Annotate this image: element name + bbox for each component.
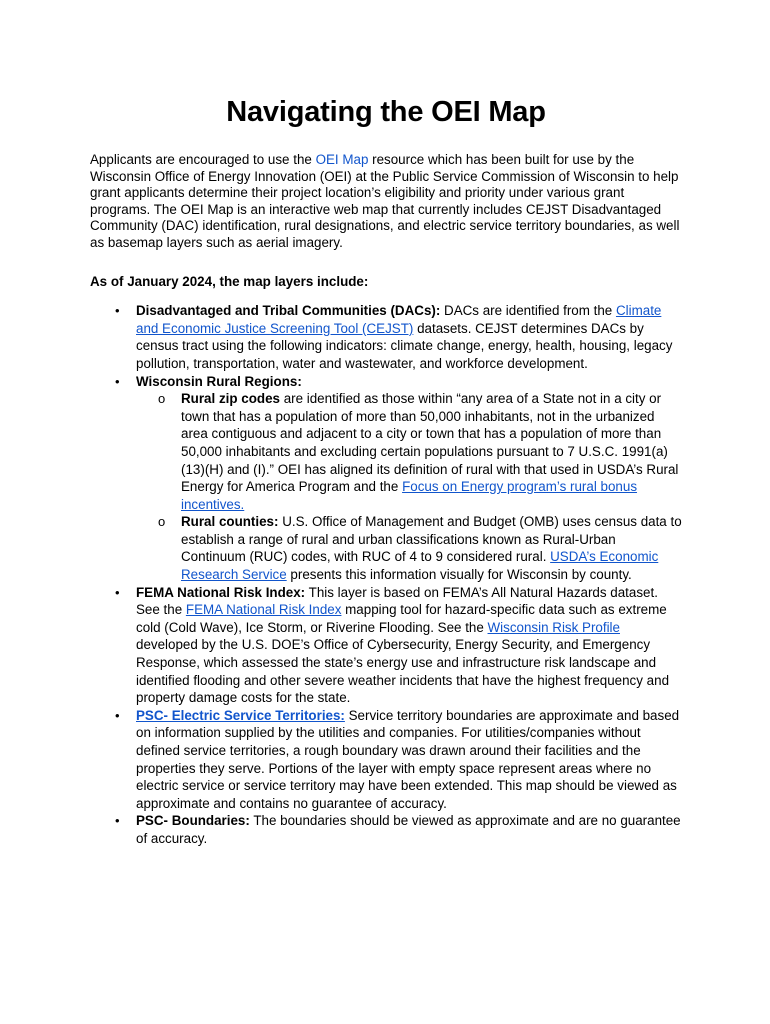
- bullet-icon: •: [115, 373, 120, 389]
- page-title: Navigating the OEI Map: [226, 96, 546, 128]
- zip-label: Rural zip codes: [181, 391, 280, 407]
- cejst-link[interactable]: Climate and Economic Justice Screening Tool (CEJST): [136, 303, 662, 336]
- list-item-psc-boundaries: [90, 812, 682, 847]
- intro-paragraph: [90, 152, 682, 252]
- circle-bullet-icon: o: [158, 391, 166, 407]
- bullet-icon: •: [115, 584, 120, 600]
- fema-text-2: mapping tool for hazard-specific data such as extreme cold (Cold Wave), Ice Storm, or Riverine Flooding. See the: [136, 602, 667, 635]
- bullet-icon: •: [115, 303, 120, 319]
- oei-map-link[interactable]: OEI Map: [315, 152, 369, 167]
- psc-territories-text: Service territory boundaries are approximate and based on information supplied by the utilities and companies. For utilities/companies without defined service territories, a rough boundary was drawn around their facilities and the properties they serve. Portions of the layer with empty space represent areas where no electric service or service territory may have been extended. This map should be viewed as approximate and contains no guarantee of accuracy.: [136, 707, 680, 811]
- sublist-item-zip: [136, 390, 682, 513]
- fema-text-1: This layer is based on FEMA’s All Natural Hazards dataset. See the: [136, 584, 658, 618]
- counties-text-1: U.S. Office of Management and Budget (OMB) uses census data to establish a range of rural and urban classifications known as Rural-Urban Continuum (RUC) codes, with RUC of 4 to 9 considered rural.: [181, 514, 682, 565]
- list-item-psc-territories: [90, 707, 682, 813]
- layers-list: [90, 302, 682, 847]
- layers-subheading: As of January 2024, the map layers include:: [90, 273, 369, 289]
- fema-text-3: developed by the U.S. DOE’s Office of Cybersecurity, Energy Security, and Emergency Response, which assessed the state’s energy use and infrastructure risk landscape and identified flooding and other severe weather incidents that have the highest frequency and property damage costs for the state.: [136, 637, 670, 706]
- zip-text: are identified as those within “any area of a State not in a city or town that has a population of more than 50,000 inhabitants, not in the urbanized area contiguous and adjacent to a city or town that has a population of more than 50,000 inhabitants and excluding certain populations pursuant to 7 U.S.C. 1991(a)(13)(H) and (I).” OEI has aligned its definition of rural with that used in USDA’s Rural Energy for America Program and the: [181, 391, 679, 495]
- list-item-rural: [90, 373, 682, 584]
- sublist-item-counties: [136, 513, 682, 583]
- psc-boundaries-label: PSC- Boundaries:: [136, 813, 250, 829]
- wisconsin-risk-profile-link[interactable]: Wisconsin Risk Profile: [487, 619, 620, 635]
- counties-label: Rural counties:: [181, 514, 279, 530]
- dac-text-1: DACs are identified from the: [440, 303, 616, 319]
- bullet-icon: •: [115, 813, 120, 829]
- intro-text-1: Applicants are encouraged to use the: [90, 152, 316, 167]
- bullet-icon: •: [115, 707, 120, 723]
- document-page: [90, 92, 682, 848]
- intro-text-2: resource which has been built for use by the Wisconsin Office of Energy Innovation (OEI) at the Public Service Commission of Wisconsin to help grant applicants determine their project location’s eligibility and priority under various grant programs. The OEI Map is an interactive web map that currently includes CEJST Disadvantaged Community (DAC) identification, rural designations, and electric service territory boundaries, as well as basemap layers such as aerial imagery.: [90, 152, 680, 250]
- dac-label: Disadvantaged and Tribal Communities (DACs):: [136, 303, 441, 319]
- list-item-dac: [90, 302, 682, 372]
- fema-label: FEMA National Risk Index:: [136, 584, 306, 600]
- rural-label: Wisconsin Rural Regions:: [136, 373, 302, 389]
- rural-sublist: [136, 390, 682, 584]
- circle-bullet-icon: o: [158, 514, 166, 530]
- usda-ers-link[interactable]: USDA’s Economic Research Service: [181, 549, 659, 583]
- psc-territories-link[interactable]: PSC- Electric Service Territories:: [136, 707, 345, 723]
- list-item-fema: [90, 584, 682, 707]
- dac-text-2: datasets. CEJST determines DACs by census tract using the following indicators: climate change, energy, health, housing, legacy pollution, transportation, water and wastewater, and workforce development.: [136, 320, 673, 371]
- fema-nri-link[interactable]: FEMA National Risk Index: [185, 602, 342, 618]
- counties-text-2: presents this information visually for Wisconsin by county.: [286, 567, 632, 583]
- focus-on-energy-link[interactable]: Focus on Energy program’s rural bonus incentives.: [181, 479, 638, 512]
- psc-boundaries-text: The boundaries should be viewed as approximate and are no guarantee of accuracy.: [136, 813, 681, 846]
